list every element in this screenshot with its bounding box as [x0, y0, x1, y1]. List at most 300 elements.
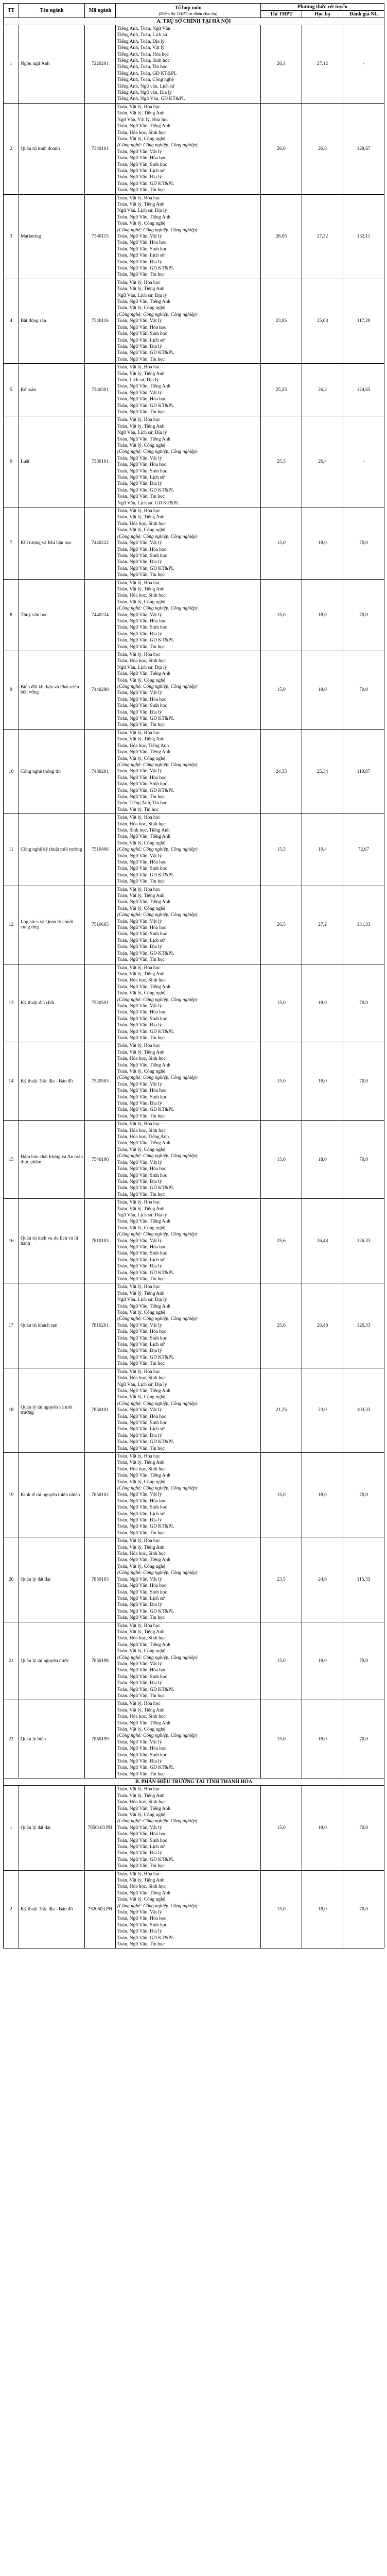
subject-combo: Toán, Ngữ Văn, GD KT&PL: [117, 951, 174, 956]
subject-combo: Toán, Ngữ Văn, Tiếng Anh: [117, 1141, 171, 1146]
row-number: 13: [4, 964, 19, 1042]
score-thpt: 26,4: [261, 25, 302, 104]
major-code: 7520503 PH: [85, 1870, 116, 1948]
row-number: 1: [4, 1786, 19, 1870]
subject-combo: Toán, Vật lý, Tiếng Anh: [117, 423, 165, 429]
subject-combo: Toán, Vật lý, Tiếng Anh: [117, 201, 165, 207]
major-code: 7340116: [85, 279, 116, 363]
subject-combo: Toán, Ngữ Văn, Sinh học: [117, 1251, 167, 1257]
subject-combo: Toán, Ngữ Văn, Vật lý: [117, 1577, 162, 1582]
subject-combo: Toán, Ngữ Văn, Sinh học: [117, 1922, 167, 1928]
subject-combo: Toán, Ngữ Văn, GD KT&PL: [117, 1439, 174, 1445]
subject-combo: Toán, Vật lý, Hóa học: [117, 1043, 161, 1049]
subject-combo: Toán, Vật lý, Tiếng Anh: [117, 1707, 165, 1713]
subject-combo: Toán, Ngữ Văn, GD KT&PL: [117, 1687, 174, 1692]
score-hocba: 25,34: [302, 729, 343, 814]
table-row: [4, 886, 384, 964]
subject-combo: Toán, Ngữ Văn, Hóa học: [117, 397, 167, 402]
score-dgnl: 70,0: [343, 507, 384, 579]
score-thpt: 24,35: [261, 729, 302, 814]
major-name: Quản trị dịch vụ du lịch và lữ hành: [19, 1199, 85, 1283]
subject-combo: Toán, Ngữ Văn, Tiếng Anh: [117, 1557, 171, 1563]
subject-combo: Toán, Vật lý, Hóa học: [117, 1538, 161, 1544]
section-title: B. PHÂN HIỆU TRƯỜNG TẠI TỈNH THANH HÓA: [4, 1778, 384, 1786]
subject-combo: Toán, Ngữ Văn, Tiếng Anh: [117, 1720, 171, 1726]
subject-combo: Toán, Vật lý, Hóa học: [117, 1701, 161, 1707]
subject-combo: Toán, Ngữ Văn, Vật lý: [117, 1661, 162, 1667]
major-code: 7220201: [85, 25, 116, 104]
row-number: 8: [4, 579, 19, 651]
subject-combo: Toán, Ngữ Văn, Địa lý: [117, 1851, 162, 1856]
score-thpt: 26,5: [261, 886, 302, 964]
subject-combos: [116, 579, 261, 651]
table-row: [4, 814, 384, 886]
subject-combo: Toán, Vật lý, Công nghệ: [117, 1649, 166, 1654]
score-hocba: 26,48: [302, 1283, 343, 1368]
score-hocba: 18,0: [302, 1121, 343, 1199]
subject-combo: Toán, Ngữ Văn, Hóa học: [117, 462, 167, 468]
subject-combos: [116, 1452, 261, 1537]
major-code: 7440222: [85, 507, 116, 579]
subject-combo: Toán, Vật lý, Hóa học: [117, 965, 161, 971]
subject-combos: [116, 416, 261, 507]
subject-combo: Toán, Ngữ Văn, Vật lý: [117, 234, 162, 239]
subject-combo: Toán, Ngữ Văn, GD KT&PL: [117, 1354, 174, 1360]
subject-combo: Toán, Ngữ Văn, Tiếng Anh: [117, 1062, 171, 1068]
subject-combo: Toán, Ngữ Văn, Hóa học: [117, 860, 167, 865]
subject-combo: Toán, Ngữ Văn, Vật lý: [117, 390, 162, 396]
subject-combo: Toán, Vật lý, Hóa học: [117, 1453, 161, 1459]
subject-combo: Toán, Vật lý, Công nghệ: [117, 221, 166, 227]
subject-combo: Toán, Ngữ Văn, Địa lý: [117, 944, 162, 950]
subject-combo: Toán, Hóa học, Sinh học: [117, 1636, 166, 1641]
subject-combo: Toán, Ngữ Văn, Sinh học: [117, 1589, 167, 1595]
score-hocba: 18,0: [302, 507, 343, 579]
subject-combo: (Công nghệ: Công nghiệp, Công nghiệp): [117, 762, 198, 768]
subject-combo: Toán, Ngữ Văn, GD KT&PL: [117, 1608, 174, 1614]
subject-combo: Toán, Ngữ Văn, Sinh học: [117, 1752, 167, 1758]
major-name: Kỹ thuật Trắc địa - Bản đồ: [19, 1870, 85, 1948]
subject-combo: Toán, Ngữ Văn, Địa lý: [117, 1929, 162, 1935]
subject-combo: Toán, Ngữ Văn, Vật lý: [117, 455, 162, 461]
major-code: 7440224: [85, 579, 116, 651]
subject-combo: Toán, Vật lý, Hóa học: [117, 509, 161, 514]
major-name: Kỹ thuật địa chất: [19, 964, 85, 1042]
subject-combo: Toán, Ngữ Văn, Hóa học: [117, 240, 167, 246]
subject-combo: Toán, Ngữ Văn, Tin học: [117, 188, 165, 193]
header-major-code: Mã ngành: [85, 4, 116, 18]
subject-combo: Toán, Ngữ Văn, Vật lý: [117, 1492, 162, 1498]
subject-combo: Toán, Ngữ Văn, Vật lý: [117, 1739, 162, 1745]
subject-combo: Toán, Ngữ Văn, GD KT&PL: [117, 487, 174, 493]
score-dgnl: 70,0: [343, 579, 384, 651]
header-hocba: Học bạ: [302, 11, 343, 18]
subject-combo: Toán, Vật lý, Tiếng Anh: [117, 111, 165, 116]
subject-combo: Ngữ Văn, Lịch sử, Địa lý: [117, 665, 167, 670]
subject-combo: Toán, Ngữ Văn, Lịch sử: [117, 253, 165, 259]
subject-combo: Toán, Hóa học, Sinh học: [117, 1551, 166, 1557]
score-dgnl: 70,0: [343, 1452, 384, 1537]
major-code: 7810201: [85, 1283, 116, 1368]
subject-combo: Toán, Vật lý, Tiếng Anh: [117, 286, 165, 292]
subject-combo: Toán, Ngữ Văn, Vật lý: [117, 1910, 162, 1915]
score-dgnl: 70,0: [343, 1870, 384, 1948]
score-thpt: 15,0: [261, 1452, 302, 1537]
subject-combo: Toán, Ngữ Văn, Tin học: [117, 494, 165, 500]
major-name: Marketing: [19, 194, 85, 279]
subject-combo: Toán, Ngữ Văn, Địa lý: [117, 1348, 162, 1354]
subject-combo: Toán, Vật lý, Tiếng Anh: [117, 586, 165, 592]
score-thpt: 15,0: [261, 964, 302, 1042]
subject-combo: Toán, Ngữ Văn, Hóa học: [117, 1583, 167, 1589]
subject-combo: Toán, Ngữ Văn, Tiếng Anh: [117, 1642, 171, 1648]
subject-combo: Toán, Ngữ Văn, Tin học: [117, 272, 165, 278]
subject-combo: Toán, Ngữ Văn, GD KT&PL: [117, 403, 174, 409]
subject-combo: Ngữ Văn, Lịch sử, Địa lý: [117, 430, 167, 436]
major-name: Kinh tế tài nguyên thiên nhiên: [19, 1452, 85, 1537]
subject-combo: Tiếng Anh, Toán, Địa lý: [117, 39, 165, 44]
score-thpt: 15,0: [261, 1786, 302, 1870]
subject-combo: Toán, Sinh học, Tiếng Anh: [117, 827, 170, 833]
table-row: [4, 1368, 384, 1452]
major-code: 7850103: [85, 1537, 116, 1622]
subject-combo: Toán, Ngữ Văn, Tin học: [117, 1863, 165, 1869]
score-dgnl: 117,29: [343, 279, 384, 363]
row-number: 4: [4, 279, 19, 363]
subject-combo: Toán, Ngữ Văn, Tiếng Anh: [117, 1303, 171, 1309]
subject-combo: Toán, Ngữ Văn, Hóa học: [117, 697, 167, 702]
subject-combo: (Công nghệ: Công nghiệp, Công nghiệp): [117, 227, 198, 233]
row-number: 14: [4, 1042, 19, 1121]
subject-combo: Toán, Vật lý, Công nghệ: [117, 1069, 166, 1074]
subject-combo: Toán, Ngữ Văn, GD KT&PL: [117, 1857, 174, 1862]
score-hocba: 18,0: [302, 1700, 343, 1778]
subject-combo: Toán, Ngữ Văn, Địa lý: [117, 481, 162, 487]
subject-combo: Toán, Ngữ Văn, Địa lý: [117, 1518, 162, 1523]
subject-combo: Toán, Vật lý, Công nghệ: [117, 840, 166, 846]
subject-combo: Toán, Vật lý, Tiếng Anh: [117, 1877, 165, 1883]
subject-combo: Toán, Vật lý, Hóa học: [117, 1122, 161, 1127]
subject-combo: Toán, Ngữ Văn, Sinh học: [117, 782, 167, 787]
subject-combo: (Công nghệ: Công nghiệp, Công nghiệp): [117, 143, 198, 148]
subject-combo: Toán, Ngữ Văn, Tin học: [117, 572, 165, 578]
subject-combo: Toán, Ngữ Văn, Tin học: [117, 1113, 165, 1119]
row-number: 2: [4, 1870, 19, 1948]
subject-combo: Toán, Ngữ Văn, Tiếng Anh: [117, 436, 171, 442]
subject-combo: Toán, Ngữ Văn, Tin học: [117, 957, 165, 963]
table-row: [4, 1537, 384, 1622]
subject-combo: Toán, Ngữ Văn, Sinh học: [117, 1674, 167, 1680]
subject-combo: Toán, Ngữ Văn, Địa lý: [117, 1179, 162, 1184]
table-row: [4, 1283, 384, 1368]
subject-combos: [116, 1283, 261, 1368]
subject-combo: Toán, Ngữ Văn, Tiếng Anh: [117, 1388, 171, 1394]
subject-combo: Toán, Vật lý, Tin học: [117, 807, 159, 812]
subject-combo: (Công nghệ: Công nghiệp, Công nghiệp): [117, 1075, 198, 1081]
score-hocba: 26,2: [302, 364, 343, 416]
table-row: [4, 1700, 384, 1778]
subject-combo: (Công nghệ: Công nghiệp, Công nghiệp): [117, 847, 198, 853]
major-name: Bất động sản: [19, 279, 85, 363]
subject-combo: Toán, Ngữ Văn, Tiếng Anh: [117, 984, 171, 990]
subject-combo: Toán, Hóa học, Sinh học: [117, 658, 166, 664]
subject-combo: Toán, Hóa học, Sinh học: [117, 1466, 166, 1472]
header-major-name: Tên ngành: [19, 4, 85, 18]
subject-combo: Tiếng Anh, Toán, Công nghệ: [117, 77, 174, 83]
subject-combo: Toán, Vật lý, Công nghệ: [117, 1479, 166, 1485]
major-name: Quản trị kinh doanh: [19, 103, 85, 194]
subject-combo: (Công nghệ: Công nghiệp, Công nghiệp): [117, 1401, 198, 1406]
subject-combo: Toán, Ngữ Văn, Tin học: [117, 1530, 165, 1536]
subject-combo: (Công nghệ: Công nghiệp, Công nghiệp): [117, 1316, 198, 1322]
subject-combo: Toán, Ngữ Văn, Tin học: [117, 1615, 165, 1621]
subject-combo: Toán, Ngữ Văn, Hóa học: [117, 1166, 167, 1172]
subject-combos: [116, 364, 261, 416]
subject-combo: Tiếng Anh, Ngữ Văn, GD KT&PL: [117, 96, 185, 102]
subject-combo: Toán, Ngữ Văn, Địa lý: [117, 1433, 162, 1438]
row-number: 15: [4, 1121, 19, 1199]
major-code: 7520501: [85, 964, 116, 1042]
score-dgnl: 124,65: [343, 364, 384, 416]
subject-combo: Toán, Vật lý, Công nghệ: [117, 528, 166, 533]
table-row: [4, 579, 384, 651]
score-dgnl: 119,87: [343, 729, 384, 814]
subject-combo: Toán, Vật lý, Công nghệ: [117, 443, 166, 448]
subject-combo: Toán, Hóa học, Sinh học: [117, 521, 166, 527]
subject-combo: Toán, Ngữ Văn, Tin học: [117, 1035, 165, 1041]
subject-combo: Toán, Ngữ Văn, Tiếng Anh: [117, 750, 171, 755]
subject-combo: Toán, Ngữ Văn, Sinh học: [117, 553, 167, 558]
row-number: 3: [4, 194, 19, 279]
score-thpt: 15,0: [261, 1042, 302, 1121]
subject-combo: Toán, Ngữ Văn, Vật lý: [117, 1323, 162, 1328]
subject-combo: Tiếng Anh, Ngữ văn, Địa lý: [117, 90, 172, 96]
subject-combo: Toán, Ngữ Văn, Sinh học: [117, 1173, 167, 1178]
score-thpt: 15,0: [261, 507, 302, 579]
subject-combo: Toán, Ngữ Văn, Tiếng Anh: [117, 1219, 171, 1225]
subject-combos: [116, 651, 261, 730]
subject-combo: Toán, Ngữ Văn, GD KT&PL: [117, 872, 174, 878]
subject-combo: Toán, Vật lý, Hóa học: [117, 280, 161, 285]
score-dgnl: 70,0: [343, 1042, 384, 1121]
major-name: Quản lý biển: [19, 1700, 85, 1778]
subject-combos: [116, 103, 261, 194]
subject-combo: Toán, Hóa học, Sinh học: [117, 821, 166, 827]
subject-combo: Toán, Vật lý, Tiếng Anh: [117, 1545, 165, 1550]
subject-combo: Toán, Vật lý, Hóa học: [117, 1787, 161, 1792]
subject-combo: Toán, Hóa học, Sinh học: [117, 1128, 166, 1133]
row-number: 5: [4, 364, 19, 416]
major-code: 7810103: [85, 1199, 116, 1283]
subject-combo: Toán, Ngữ Văn, Hóa học: [117, 325, 167, 330]
subject-combo: Toán, Tiếng Anh, Tin học: [117, 801, 167, 806]
score-hocba: 26,4: [302, 416, 343, 507]
subject-combo: Toán, Vật lý, Công nghệ: [117, 677, 166, 683]
subject-combo: Toán, Ngữ Văn, Tiếng Anh: [117, 1473, 171, 1479]
subject-combo: Toán, Vật lý, Hóa học: [117, 1369, 161, 1375]
subject-combo: Toán, Ngữ Văn, Lịch sử: [117, 1427, 165, 1432]
subject-combo: Toán, Vật lý, Công nghệ: [117, 1310, 166, 1316]
major-name: Kế toán: [19, 364, 85, 416]
subject-combo: Toán, Ngữ Văn, Hóa học: [117, 547, 167, 552]
subject-combo: Toán, Ngữ Văn, GD KT&PL: [117, 266, 174, 272]
score-thpt: 15,0: [261, 1700, 302, 1778]
subject-combo: Toán, Vật lý, Tiếng Anh: [117, 1793, 165, 1799]
header-combos-note: (Điểm thi THPT và điểm Học bạ): [159, 11, 218, 16]
table-row: [4, 1452, 384, 1537]
section-row: [4, 1778, 384, 1786]
score-dgnl: -: [343, 416, 384, 507]
subject-combo: Toán, Ngữ Văn, Tin học: [117, 1361, 165, 1367]
subject-combo: Toán, Ngữ Văn, Lịch sử: [117, 168, 165, 174]
table-row: [4, 1786, 384, 1870]
subject-combo: Toán, Hóa học, Sinh học: [117, 1056, 166, 1062]
subject-combo: Toán, Ngữ Văn, Địa lý: [117, 1023, 162, 1028]
subject-combo: Toán, Hóa học, Sinh học: [117, 593, 166, 599]
subject-combo: Ngữ Văn, Lịch sử, Địa lý: [117, 1297, 167, 1303]
subject-combo: Toán, Vật lý, Tiếng Anh: [117, 1629, 165, 1635]
score-hocba: 18,0: [302, 964, 343, 1042]
subject-combos: [116, 1700, 261, 1778]
admission-scores-table: [3, 3, 384, 1948]
subject-combo: Toán, Ngữ Văn, Tiếng Anh: [117, 1890, 171, 1896]
score-hocba: 18,0: [302, 1042, 343, 1121]
score-hocba: 18,0: [302, 579, 343, 651]
subject-combo: Toán, Ngữ Văn, Lịch sử: [117, 337, 165, 343]
score-hocba: 18,0: [302, 1452, 343, 1537]
row-number: 21: [4, 1622, 19, 1700]
subject-combos: [116, 1786, 261, 1870]
subject-combo: Toán, Ngữ Văn, Hóa học: [117, 1088, 167, 1094]
subject-combo: Toán, Vật lý, Công nghệ: [117, 1395, 166, 1400]
subject-combo: Toán, Ngữ Văn, Vật lý: [117, 612, 162, 618]
subject-combo: Toán, Ngữ Văn, Tiếng Anh: [117, 124, 171, 129]
subject-combo: Toán, Vật lý, Hóa học: [117, 580, 161, 586]
subject-combo: Tiếng Anh, Toán, GD KT&PL: [117, 71, 177, 76]
subject-combo: Toán, Ngữ Văn, Tin học: [117, 1446, 165, 1451]
subject-combos: [116, 1121, 261, 1199]
subject-combo: Toán, Vật lý, Công nghệ: [117, 306, 166, 311]
subject-combo: Toán, Ngữ Văn, Vật lý: [117, 1003, 162, 1009]
subject-combo: Toán, Vật lý, Hóa học: [117, 887, 161, 892]
subject-combo: Tiếng Anh, Toán, Sinh học: [117, 58, 170, 64]
score-hocba: 18,0: [302, 651, 343, 730]
subject-combo: Toán, Vật lý, Công nghệ: [117, 1812, 166, 1818]
major-code: 7480201: [85, 729, 116, 814]
row-number: 20: [4, 1537, 19, 1622]
subject-combo: Toán, Ngữ Văn, GD KT&PL: [117, 1765, 174, 1771]
score-thpt: 25,6: [261, 1283, 302, 1368]
subject-combo: Ngữ Văn, Lịch sử, Địa lý: [117, 1382, 167, 1387]
subject-combo: Toán, Ngữ Văn, Tiếng Anh: [117, 299, 171, 305]
subject-combo: Toán, Ngữ Văn, Sinh học: [117, 1505, 167, 1511]
subject-combo: Toán, Ngữ Văn, Địa lý: [117, 631, 162, 637]
subject-combo: Toán, Ngữ Văn, GD KT&PL: [117, 1524, 174, 1530]
subject-combo: Toán, Ngữ Văn, Sinh học: [117, 162, 167, 167]
subject-combo: Toán, Ngữ Văn, GD KT&PL: [117, 1107, 174, 1113]
subject-combo: Toán, Ngữ Văn, Lịch sử: [117, 1844, 165, 1850]
major-code: 7850103 PH: [85, 1786, 116, 1870]
section-title: A. TRỤ SỞ CHÍNH TẠI HÀ NỘI: [4, 18, 384, 25]
subject-combo: Toán, Vật lý, Hóa học: [117, 104, 161, 110]
subject-combo: Toán, Ngữ Văn, Địa lý: [117, 560, 162, 565]
subject-combo: Toán, Ngữ Văn, Hóa học: [117, 156, 167, 161]
table-row: [4, 729, 384, 814]
score-hocba: 23,0: [302, 1368, 343, 1452]
subject-combos: [116, 1042, 261, 1121]
major-code: 7850101: [85, 1368, 116, 1452]
subject-combo: Toán, Vật lý, Hóa học: [117, 815, 161, 821]
score-thpt: 15,0: [261, 651, 302, 730]
table-row: [4, 507, 384, 579]
header-dgnl: Đánh giá NL: [343, 11, 384, 18]
subject-combo: Toán, Ngữ Văn, Sinh học: [117, 625, 167, 631]
major-name: Công nghệ thông tin: [19, 729, 85, 814]
subject-combos: [116, 1870, 261, 1948]
subject-combo: (Công nghệ: Công nghiệp, Công nghiệp): [117, 912, 198, 918]
subject-combo: Toán, Vật lý, Công nghệ: [117, 1727, 166, 1733]
subject-combo: Toán, Ngữ Văn, Sinh học: [117, 468, 167, 474]
subject-combos: [116, 25, 261, 104]
table-row: [4, 1622, 384, 1700]
subject-combo: (Công nghệ: Công nghiệp, Công nghiệp): [117, 312, 198, 317]
subject-combo: Toán, Ngữ Văn, Hóa học: [117, 1010, 167, 1015]
major-name: Ngôn ngữ Anh: [19, 25, 85, 104]
score-thpt: 23,85: [261, 279, 302, 363]
major-code: 7510605: [85, 886, 116, 964]
subject-combo: Toán, Ngữ Văn, Vật lý: [117, 1238, 162, 1244]
subject-combo: Toán, Ngữ Văn, Vật lý: [117, 769, 162, 774]
subject-combo: Toán, Ngữ Văn, Sinh học: [117, 1016, 167, 1022]
major-code: 7850198: [85, 1622, 116, 1700]
major-name: Công nghệ kỹ thuật môi trường: [19, 814, 85, 886]
row-number: 11: [4, 814, 19, 886]
score-hocba: 27,2: [302, 886, 343, 964]
subject-combo: Toán, Hóa học, Tiếng Anh: [117, 743, 169, 749]
subject-combo: Toán, Ngữ Văn, Vật lý: [117, 1825, 162, 1831]
subject-combo: Toán, Vật lý, Tiếng Anh: [117, 1049, 165, 1055]
table-row: [4, 416, 384, 507]
subject-combos: [116, 1199, 261, 1283]
major-code: 7850199: [85, 1700, 116, 1778]
subject-combo: Toán, Vật lý, Công nghệ: [117, 1147, 166, 1153]
score-dgnl: 103,33: [343, 1368, 384, 1452]
subject-combo: Toán, Vật lý, Công nghệ: [117, 599, 166, 605]
subject-combo: Toán, Ngữ Văn, Tin học: [117, 1277, 165, 1282]
subject-combo: Toán, Vật lý, Hóa học: [117, 417, 161, 423]
score-thpt: 21,25: [261, 1368, 302, 1452]
subject-combo: Toán, Ngữ Văn, Vật lý: [117, 1160, 162, 1165]
subject-combo: Toán, Ngữ Văn, Vật lý: [117, 919, 162, 924]
subject-combo: Toán, Hóa học, Sinh học: [117, 978, 166, 984]
subject-combo: Toán, Ngữ Văn, Hóa học: [117, 1746, 167, 1752]
subject-combo: Tiếng Anh, Toán, Ngữ Văn: [117, 26, 171, 31]
subject-combos: [116, 1622, 261, 1700]
major-name: Quản lý đất đai: [19, 1537, 85, 1622]
row-number: 22: [4, 1700, 19, 1778]
subject-combo: Toán, Ngữ Văn, GD KT&PL: [117, 181, 174, 187]
subject-combo: (Công nghệ: Công nghiệp, Công nghiệp): [117, 1486, 198, 1491]
subject-combo: Toán, Ngữ Văn, Tiếng Anh: [117, 671, 171, 677]
score-dgnl: 70,0: [343, 1622, 384, 1700]
major-name: Logistics và Quản lý chuỗi cung ứng: [19, 886, 85, 964]
subject-combo: Toán, Vật lý, Hóa học: [117, 652, 161, 657]
subject-combo: Toán, Vật lý, Tiếng Anh: [117, 1291, 165, 1296]
subject-combo: Toán, Ngữ Văn, Tiếng Anh: [117, 1806, 171, 1811]
row-number: 12: [4, 886, 19, 964]
subject-combo: Toán, Ngữ Văn, Tin học: [117, 879, 165, 885]
subject-combo: Toán, Ngữ Văn, Lịch sử: [117, 1257, 165, 1263]
